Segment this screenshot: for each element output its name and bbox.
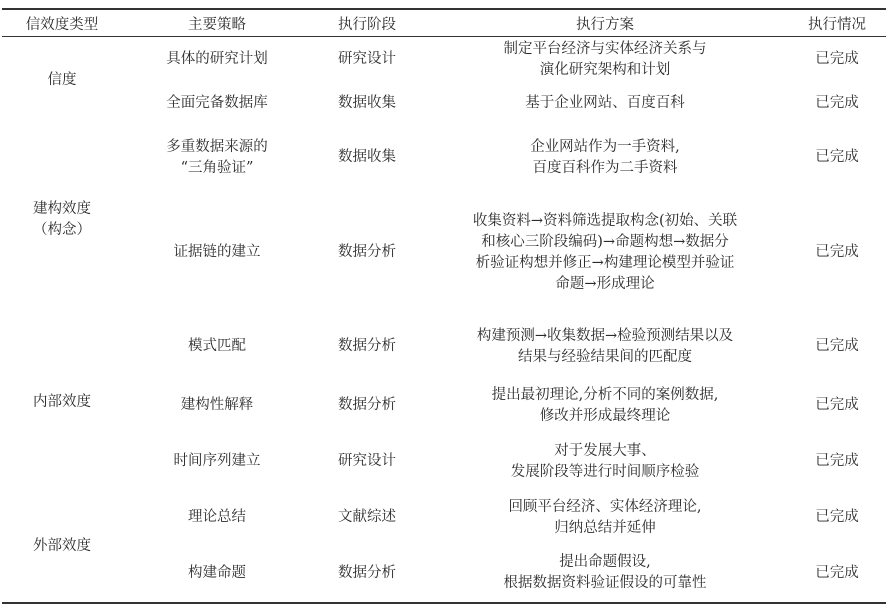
status-cell: 已完成 (815, 564, 859, 581)
table-row (2, 545, 886, 603)
plan-line: 制定平台经济与实体经济关系与 (503, 40, 707, 57)
validity-type-line: 信度 (47, 72, 77, 89)
stage-cell: 数据分析 (338, 338, 396, 354)
strategy-line: “三角验证” (180, 159, 254, 176)
table-row (2, 491, 886, 545)
status-cell: 已完成 (815, 338, 859, 354)
plan-line: 根据数据资料验证假设的可靠性 (503, 575, 707, 591)
header-type: 信效度类型 (25, 16, 99, 33)
strategy-cell (122, 315, 312, 379)
stage-cell: 数据收集 (338, 95, 396, 111)
table-body (2, 37, 886, 603)
status-cell: 已完成 (815, 149, 859, 165)
header-strategy: 主要策略 (188, 16, 246, 33)
table-row (2, 433, 886, 491)
status-cell: 已完成 (815, 453, 859, 469)
table-row (2, 83, 886, 125)
plan-cell (422, 379, 788, 433)
strategy-line: 模式匹配 (188, 338, 246, 354)
validity-type-cell (2, 125, 122, 315)
plan-line: 提出最初理论,分析不同的案例数据, (491, 386, 719, 403)
header-stage: 执行阶段 (338, 16, 396, 33)
plan-line: 结果与经验结果间的匹配度 (518, 348, 692, 365)
plan-line: 归纳总结并延伸 (554, 519, 656, 536)
header-row (2, 9, 886, 37)
stage-cell: 文献综述 (338, 509, 396, 525)
plan-cell (422, 37, 788, 83)
plan-line: 构建预测→收集数据→检验预测结果以及 (476, 327, 734, 344)
stage-cell: 数据分析 (338, 564, 396, 581)
plan-line: 对于发展大事、 (554, 442, 656, 459)
validity-type-line: （构念） (33, 221, 91, 238)
plan-cell (422, 545, 788, 603)
plan-line: 回顾平台经济、实体经济理论, (508, 498, 702, 515)
plan-line: 修改并形成最终理论 (539, 407, 671, 424)
table-row (2, 315, 886, 379)
plan-line: 命题→形成理论 (555, 275, 655, 292)
strategy-line: 多重数据来源的 (166, 138, 268, 155)
stage-cell: 研究设计 (338, 51, 396, 68)
table-row (2, 37, 886, 83)
strategy-cell (122, 491, 312, 545)
validity-type-cell (2, 37, 122, 125)
table-row (2, 379, 886, 433)
plan-line: 收集资料→资料筛选提取构念(初始、关联 (472, 212, 738, 229)
strategy-cell (122, 37, 312, 83)
strategy-cell (122, 83, 312, 125)
status-cell: 已完成 (815, 95, 859, 111)
strategy-cell (122, 125, 312, 191)
status-cell: 已完成 (815, 397, 859, 413)
table-row (2, 125, 886, 191)
plan-cell (422, 491, 788, 545)
plan-line: 和核心三阶段编码)→命题构想→数据分 (481, 233, 729, 250)
plan-line: 发展阶段等进行时间顺序检验 (510, 463, 700, 480)
plan-line: 提出命题假设, (559, 554, 651, 570)
strategy-cell (122, 433, 312, 491)
strategy-line: 全面完备数据库 (166, 95, 268, 111)
strategy-line: 理论总结 (188, 509, 246, 525)
validity-type-cell (2, 491, 122, 603)
validity-strategy-table (2, 8, 886, 604)
validity-type-cell (2, 315, 122, 491)
stage-cell: 研究设计 (338, 453, 396, 469)
stage-cell: 数据分析 (338, 244, 396, 260)
stage-cell: 数据收集 (338, 149, 396, 165)
plan-line: 演化研究架构和计划 (539, 61, 671, 78)
plan-line: 析验证构想并修正→构建理论模型并验证 (475, 254, 735, 271)
status-cell: 已完成 (815, 51, 859, 68)
header-plan: 执行方案 (576, 16, 634, 33)
strategy-cell (122, 545, 312, 603)
status-cell: 已完成 (815, 509, 859, 525)
header-status: 执行情况 (808, 16, 866, 33)
plan-cell (422, 433, 788, 491)
plan-cell (422, 83, 788, 125)
validity-type-line: 外部效度 (33, 537, 91, 554)
strategy-line: 具体的研究计划 (166, 51, 268, 68)
strategy-cell (122, 379, 312, 433)
strategy-line: 证据链的建立 (173, 244, 261, 260)
plan-cell (422, 315, 788, 379)
plan-line: 基于企业网站、百度百科 (525, 95, 685, 111)
strategy-cell (122, 191, 312, 315)
table-row (2, 191, 886, 315)
strategy-line: 时间序列建立 (173, 453, 261, 469)
plan-cell (422, 191, 788, 315)
validity-type-line: 内部效度 (33, 394, 91, 410)
validity-type-line: 建构效度 (33, 200, 91, 217)
plan-line: 企业网站作为一手资料, (530, 138, 680, 155)
stage-cell: 数据分析 (338, 397, 396, 413)
status-cell: 已完成 (815, 244, 859, 260)
plan-line: 百度百科作为二手资料 (532, 159, 678, 176)
plan-cell (422, 125, 788, 191)
strategy-line: 建构性解释 (180, 397, 254, 413)
strategy-line: 构建命题 (188, 564, 246, 581)
